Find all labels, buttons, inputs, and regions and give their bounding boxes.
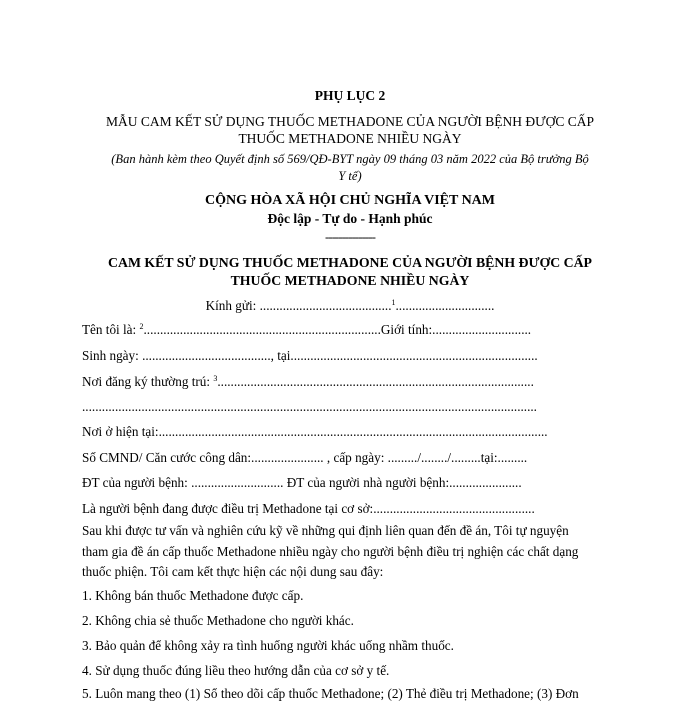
document-title-line-1: MẪU CAM KẾT SỬ DỤNG THUỐC METHADONE CỦA NGƯỜI BỆNH ĐƯỢC CẤP (105, 114, 595, 129)
commitment-item: 5. Luôn mang theo (1) Sổ theo dõi cấp thuốc Methadone; (2) Thẻ điều trị Methadone; (3) Đơn (82, 686, 579, 701)
facility-field: Là người bệnh đang được điều trị Methadone tại cơ sở:................................................. (82, 501, 535, 516)
name-label: Tên tôi là: (82, 322, 140, 337)
addressee-fill: .............................. (395, 298, 495, 313)
appendix-heading: PHỤ LỤC 2 (314, 88, 386, 103)
commitment-item: 4. Sử dụng thuốc đúng liều theo hướng dẫn của cơ sở y tế. (82, 663, 390, 678)
footnote-ref-2: 2 (139, 322, 144, 331)
intro-paragraph-line-1: Sau khi được tư vấn và nghiên cứu kỹ về những qui định liên quan đến đề án, Tôi tự nguyện (82, 523, 569, 538)
footnote-ref-3: 3 (213, 374, 218, 383)
form-title-line-2: THUỐC METHADONE NHIỀU NGÀY (230, 273, 470, 288)
form-title (0, 254, 700, 290)
national-motto: Độc lập - Tự do - Hạnh phúc (267, 211, 433, 226)
residence-fill: ................................................................................................ (217, 374, 534, 389)
addressee-line (0, 298, 700, 314)
id-card-field: Số CMND/ Căn cước công dân:...................... , cấp ngày: ........./......../.........tại:......... (82, 450, 528, 465)
phone-field: ĐT của người bệnh: ............................ ĐT của người nhà người bệnh:...................... (82, 475, 522, 490)
issuance-note-line-2: Y tế) (338, 169, 362, 183)
intro-paragraph-line-3: thuốc phiện. Tôi cam kết thực hiện các nội dung sau đây: (82, 564, 384, 579)
issuance-note-line-1: (Ban hành kèm theo Quyết định số 569/QĐ-BYT ngày 09 tháng 03 năm 2022 của Bộ trưởng Bộ (111, 152, 589, 166)
document-title-line-2: THUỐC METHADONE NHIỀU NGÀY (238, 131, 462, 146)
nation-heading: CỘNG HÒA XÃ HỘI CHỦ NGHĨA VIỆT NAM (204, 193, 495, 208)
form-title-line-1: CAM KẾT SỬ DỤNG THUỐC METHADONE CỦA NGƯỜI BỆNH ĐƯỢC CẤP (108, 255, 592, 270)
residence-continuation: .......................................................................................................................................... (82, 399, 537, 414)
name-gender-field (82, 322, 531, 338)
name-gender-fill: ........................................................................Giới tính:.............................. (143, 322, 532, 337)
motto-divider: --------------- (325, 229, 375, 244)
footnote-ref-1: 1 (391, 298, 396, 307)
issuance-note (0, 151, 700, 185)
residence-label: Nơi đăng ký thường trú: (82, 374, 214, 389)
document-title (0, 113, 700, 147)
commitment-item: 3. Bảo quản để không xảy ra tình huống người khác uống nhầm thuốc. (82, 638, 454, 653)
birth-field: Sinh ngày: ......................................., tại........................................................................... (82, 348, 538, 363)
commitment-item: 1. Không bán thuốc Methadone được cấp. (82, 588, 304, 603)
addressee-label: Kính gửi: ........................................ (205, 298, 392, 313)
commitment-item: 2. Không chia sẻ thuốc Methadone cho người khác. (82, 613, 354, 628)
residence-field (82, 374, 534, 390)
current-address-field: Nơi ở hiện tại:...................................................................................................................... (82, 424, 548, 439)
intro-paragraph-line-2: tham gia đề án cấp thuốc Methadone nhiều ngày cho người bệnh điều trị nghiện các chất dạng (82, 544, 579, 559)
